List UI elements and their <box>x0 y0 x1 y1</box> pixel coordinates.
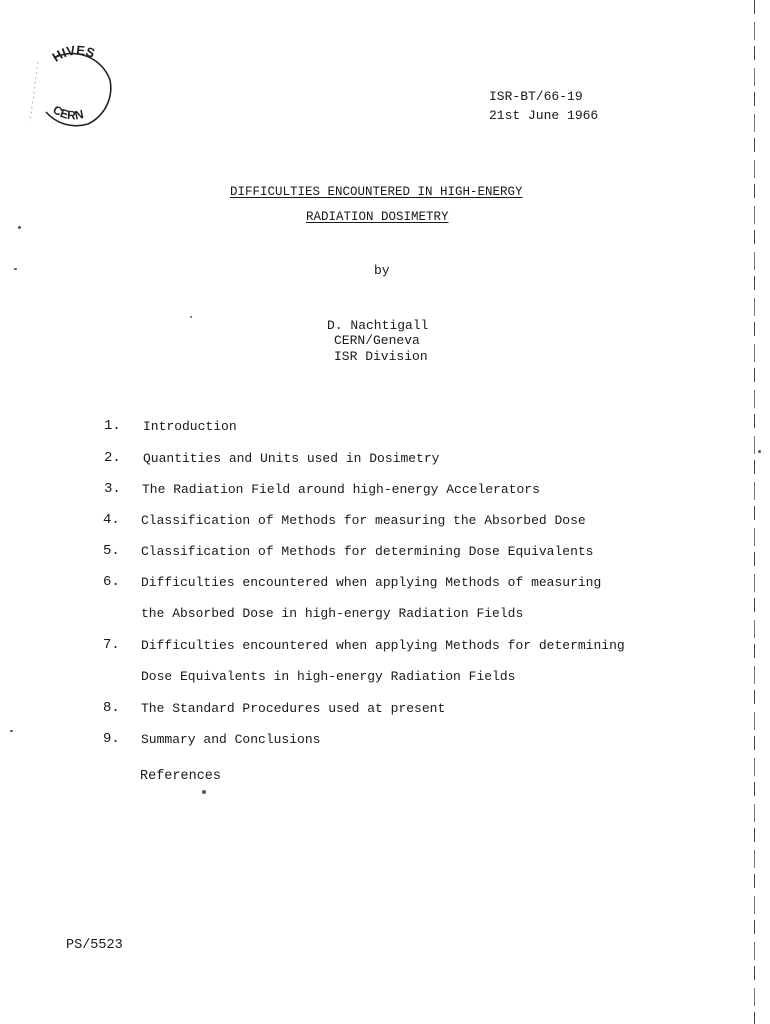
footer-code: PS/5523 <box>66 938 123 953</box>
contents-number: 9. <box>103 731 120 747</box>
contents-item: Summary and Conclusions <box>141 732 321 747</box>
title-line-2: RADIATION DOSIMETRY <box>306 210 449 224</box>
contents-item: Difficulties encountered when applying Methods for determining <box>141 638 625 653</box>
stamp-top-text: HIVES <box>49 42 97 65</box>
contents-number: 5. <box>103 543 120 559</box>
scan-speck <box>190 316 192 318</box>
by-label: by <box>374 263 390 278</box>
references-heading: References <box>140 769 222 784</box>
contents-item-continuation: Dose Equivalents in high-energy Radiation Fields <box>141 669 516 684</box>
scan-speck <box>758 450 761 453</box>
contents-item: Introduction <box>143 419 237 434</box>
author-organisation: CERN/Geneva <box>334 333 420 348</box>
document-date: 21st June 1966 <box>489 108 599 123</box>
stamp-bottom-text: CERN <box>50 102 85 123</box>
author-name: D. Nachtigall <box>327 318 429 333</box>
scan-edge-line <box>754 0 755 1024</box>
contents-number: 8. <box>103 700 120 716</box>
contents-item: Classification of Methods for measuring the Absorbed Dose <box>141 513 586 528</box>
title-line-1: DIFFICULTIES ENCOUNTERED IN HIGH-ENERGY <box>230 185 523 199</box>
scan-speck <box>18 226 21 229</box>
contents-number: 2. <box>104 450 121 466</box>
contents-number: 7. <box>103 637 120 653</box>
contents-number: 1. <box>104 418 121 434</box>
scan-speck <box>202 790 206 794</box>
svg-text:HIVES <box>50 43 98 65</box>
contents-item-continuation: the Absorbed Dose in high-energy Radiation Fields <box>141 606 524 621</box>
scan-speck <box>10 730 13 732</box>
contents-item: Classification of Methods for determining Dose Equivalents <box>141 544 594 559</box>
document-reference: ISR-BT/66-19 <box>489 89 583 104</box>
cern-archives-stamp <box>26 32 126 132</box>
contents-item: The Standard Procedures used at present <box>141 701 446 716</box>
contents-number: 6. <box>103 574 120 590</box>
contents-item: Difficulties encountered when applying Methods of measuring <box>141 575 602 590</box>
author-division: ISR Division <box>334 349 428 364</box>
scan-speck <box>14 268 17 270</box>
contents-number: 4. <box>103 512 120 528</box>
contents-item: Quantities and Units used in Dosimetry <box>143 451 440 466</box>
contents-number: 3. <box>104 481 121 497</box>
contents-item: The Radiation Field around high-energy Accelerators <box>142 482 540 497</box>
